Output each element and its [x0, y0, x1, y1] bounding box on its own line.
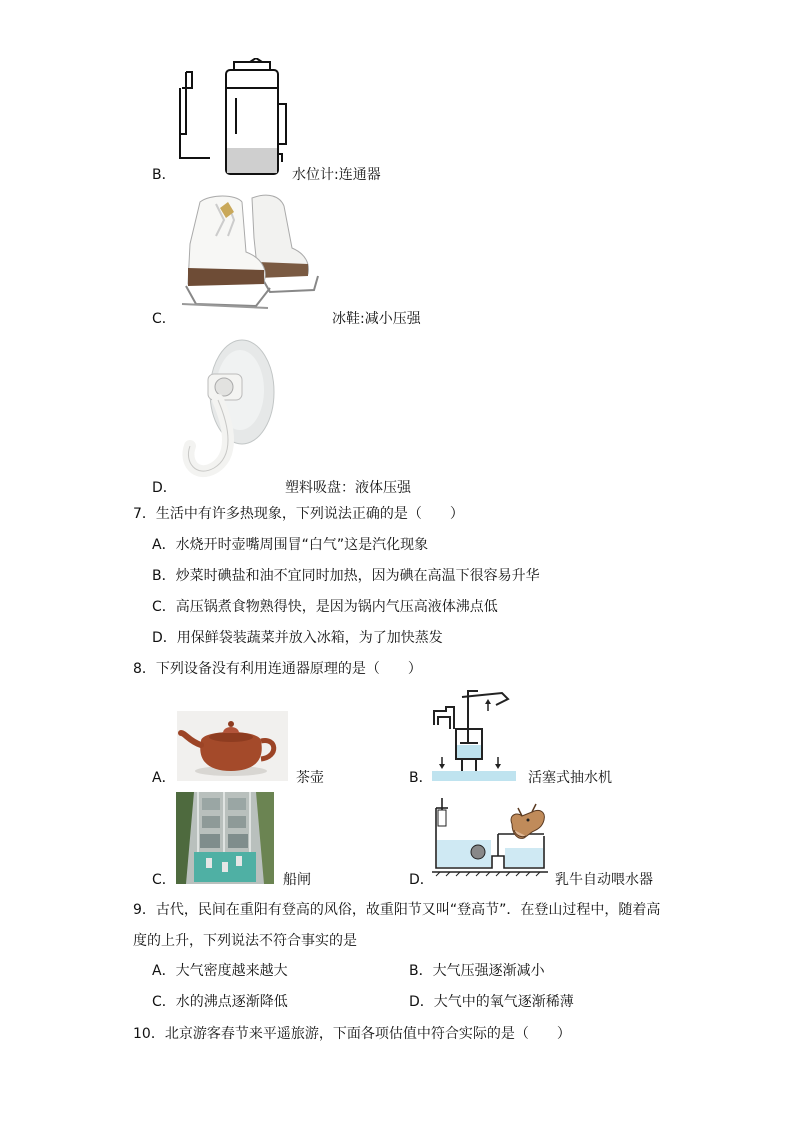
- water-level-gauge-figure: [174, 58, 294, 180]
- option-c-caption: 冰鞋:减小压强: [332, 311, 421, 327]
- q7-option-d: D．用保鲜袋装蔬菜并放入冰箱，为了加快蒸发: [152, 630, 443, 646]
- q9-stem-line2: 度的上升，下列说法不符合事实的是: [133, 933, 357, 949]
- q9-option-d: D．大气中的氧气逐渐稀薄: [409, 994, 574, 1010]
- q7-option-b: B．炒菜时碘盐和油不宜同时加热，因为碘在高温下很容易升华: [152, 568, 540, 584]
- q7-option-c: C．高压锅煮食物熟得快，是因为锅内气压高液体沸点低: [152, 599, 498, 615]
- option-b-letter: B．: [152, 167, 176, 183]
- option-c-letter: C．: [152, 311, 176, 327]
- q8-option-d-letter: D．: [409, 872, 434, 888]
- q8-option-c-letter: C．: [152, 872, 176, 888]
- q8-option-d-caption: 乳牛自动喂水器: [555, 872, 653, 888]
- option-d-letter: D．: [152, 480, 177, 496]
- option-b-caption: 水位计:连通器: [292, 167, 381, 183]
- q8-option-b-letter: B．: [409, 770, 433, 786]
- q8-option-c-caption: 船闸: [283, 872, 311, 888]
- teapot-figure: [177, 711, 288, 781]
- q9-option-c: C．水的沸点逐渐降低: [152, 994, 288, 1010]
- q9-option-a: A．大气密度越来越大: [152, 963, 288, 979]
- q7-stem: 7．生活中有许多热现象，下列说法正确的是（ ）: [133, 506, 464, 522]
- ice-skates-figure: [176, 192, 324, 310]
- q7-option-a: A．水烧开时壶嘴周围冒“白气”这是汽化现象: [152, 537, 429, 553]
- piston-pump-figure: [432, 687, 516, 783]
- q8-option-b-caption: 活塞式抽水机: [528, 770, 612, 786]
- q9-option-b: B．大气压强逐渐减小: [409, 963, 545, 979]
- q8-option-a-caption: 茶壶: [296, 770, 324, 786]
- suction-cup-hook-figure: [178, 338, 280, 482]
- q10-stem: 10．北京游客春节来平遥旅游，下面各项估值中符合实际的是（ ）: [133, 1026, 571, 1042]
- q8-option-a-letter: A．: [152, 770, 176, 786]
- ship-lock-figure: [176, 792, 274, 884]
- option-d-caption: 塑料吸盘：液体压强: [285, 480, 411, 496]
- q8-stem: 8．下列设备没有利用连通器原理的是（ ）: [133, 661, 422, 677]
- q9-stem-line1: 9．古代，民间在重阳有登高的风俗，故重阳节又叫“登高节”．在登山过程中，随着高: [133, 902, 661, 918]
- cow-water-feeder-figure: [432, 798, 548, 886]
